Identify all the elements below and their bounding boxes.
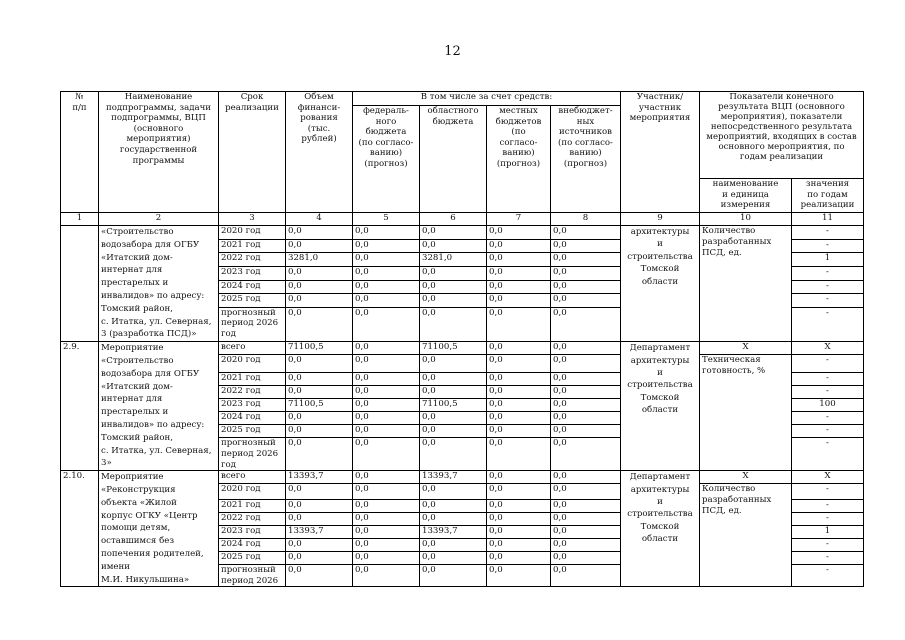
- term-cell: 2021 год: [219, 500, 286, 513]
- indicator-value: -: [792, 412, 864, 425]
- regional-cell: 13393,7: [420, 471, 487, 484]
- volume-cell: 0,0: [286, 280, 353, 294]
- local-cell: 0,0: [487, 355, 551, 373]
- column-number: 9: [621, 213, 700, 226]
- volume-cell: 0,0: [286, 239, 353, 253]
- item-number: 2.10.: [61, 471, 99, 587]
- header-federal: федераль- ного бюджета (по согласо- ванию) (прогноз): [353, 106, 420, 213]
- local-cell: 0,0: [487, 266, 551, 280]
- term-cell: 2020 год: [219, 226, 286, 240]
- volume-cell: 0,0: [286, 294, 353, 308]
- indicator-value: -: [792, 552, 864, 565]
- offbudget-cell: 0,0: [551, 307, 621, 341]
- participant-cell: архитектуры и строительства Томской области: [621, 226, 700, 342]
- local-cell: 0,0: [487, 471, 551, 484]
- indicator-value: -: [792, 294, 864, 308]
- program-table: [60, 91, 864, 587]
- regional-cell: 0,0: [420, 226, 487, 240]
- offbudget-cell: 0,0: [551, 355, 621, 373]
- federal-cell: 0,0: [353, 280, 420, 294]
- volume-cell: 71100,5: [286, 399, 353, 412]
- term-cell: 2023 год: [219, 526, 286, 539]
- indicator-value: -: [792, 513, 864, 526]
- header-indicators: Показатели конечного результата ВЦП (основного мероприятия), показатели непосредственного результата мероприятий, входящих в состав основного мероприятия, по годам реализации: [700, 92, 864, 179]
- federal-cell: 0,0: [353, 253, 420, 267]
- federal-cell: 0,0: [353, 513, 420, 526]
- term-cell: 2024 год: [219, 280, 286, 294]
- volume-cell: 0,0: [286, 539, 353, 552]
- offbudget-cell: 0,0: [551, 373, 621, 386]
- indicator-value: -: [792, 484, 864, 500]
- federal-cell: 0,0: [353, 307, 420, 341]
- term-cell: прогнозный период 2026 год: [219, 438, 286, 471]
- indicator-value: -: [792, 355, 864, 373]
- regional-cell: 0,0: [420, 266, 487, 280]
- indicator-value: -: [792, 239, 864, 253]
- indicator-value: -: [792, 500, 864, 513]
- header-name: Наименование подпрограммы, задачи подпрограммы, ВЦП (основного мероприятия) государственной программы: [99, 92, 219, 213]
- term-cell: 2020 год: [219, 484, 286, 500]
- table-row: [61, 226, 864, 240]
- regional-cell: 0,0: [420, 539, 487, 552]
- indicator-value: X: [792, 471, 864, 484]
- federal-cell: 0,0: [353, 226, 420, 240]
- local-cell: 0,0: [487, 280, 551, 294]
- volume-cell: 13393,7: [286, 471, 353, 484]
- federal-cell: 0,0: [353, 526, 420, 539]
- regional-cell: 0,0: [420, 239, 487, 253]
- volume-cell: 0,0: [286, 484, 353, 500]
- offbudget-cell: 0,0: [551, 513, 621, 526]
- term-cell: прогнозный период 2026: [219, 565, 286, 587]
- column-number: 6: [420, 213, 487, 226]
- volume-cell: 0,0: [286, 565, 353, 587]
- indicator-value: -: [792, 307, 864, 341]
- header-offbudget: внебюджет- ных источников (по согласо- ванию) (прогноз): [551, 106, 621, 213]
- regional-cell: 0,0: [420, 280, 487, 294]
- regional-cell: 0,0: [420, 412, 487, 425]
- offbudget-cell: 0,0: [551, 239, 621, 253]
- volume-cell: 0,0: [286, 266, 353, 280]
- volume-cell: 0,0: [286, 552, 353, 565]
- local-cell: 0,0: [487, 253, 551, 267]
- regional-cell: 0,0: [420, 500, 487, 513]
- federal-cell: 0,0: [353, 399, 420, 412]
- indicator-value: 100: [792, 399, 864, 412]
- header-indicator-name: наименование и единица измерения: [700, 179, 792, 213]
- volume-cell: 0,0: [286, 438, 353, 471]
- volume-cell: 3281,0: [286, 253, 353, 267]
- indicator-value: -: [792, 280, 864, 294]
- indicator-total: X: [700, 342, 792, 355]
- local-cell: 0,0: [487, 513, 551, 526]
- offbudget-cell: 0,0: [551, 565, 621, 587]
- column-number: 5: [353, 213, 420, 226]
- term-cell: 2022 год: [219, 513, 286, 526]
- local-cell: 0,0: [487, 526, 551, 539]
- offbudget-cell: 0,0: [551, 425, 621, 438]
- federal-cell: 0,0: [353, 552, 420, 565]
- regional-cell: 0,0: [420, 373, 487, 386]
- indicator-value: -: [792, 386, 864, 399]
- regional-cell: 0,0: [420, 513, 487, 526]
- term-cell: 2023 год: [219, 399, 286, 412]
- federal-cell: 0,0: [353, 425, 420, 438]
- offbudget-cell: 0,0: [551, 386, 621, 399]
- offbudget-cell: 0,0: [551, 484, 621, 500]
- column-number: 7: [487, 213, 551, 226]
- column-number: 11: [792, 213, 864, 226]
- column-number: 10: [700, 213, 792, 226]
- volume-cell: 0,0: [286, 307, 353, 341]
- column-number: 1: [61, 213, 99, 226]
- indicator-value: 1: [792, 253, 864, 267]
- indicator-value: -: [792, 373, 864, 386]
- offbudget-cell: 0,0: [551, 412, 621, 425]
- participant-cell: Департамент архитектуры и строительства Томской области: [621, 471, 700, 587]
- local-cell: 0,0: [487, 438, 551, 471]
- term-cell: прогнозный период 2026 год: [219, 307, 286, 341]
- local-cell: 0,0: [487, 539, 551, 552]
- local-cell: 0,0: [487, 500, 551, 513]
- term-cell: 2025 год: [219, 552, 286, 565]
- federal-cell: 0,0: [353, 355, 420, 373]
- offbudget-cell: 0,0: [551, 526, 621, 539]
- volume-cell: 0,0: [286, 513, 353, 526]
- regional-cell: 0,0: [420, 552, 487, 565]
- federal-cell: 0,0: [353, 386, 420, 399]
- local-cell: 0,0: [487, 484, 551, 500]
- volume-cell: 0,0: [286, 412, 353, 425]
- regional-cell: 0,0: [420, 484, 487, 500]
- indicator-total: X: [700, 471, 792, 484]
- local-cell: 0,0: [487, 342, 551, 355]
- offbudget-cell: 0,0: [551, 438, 621, 471]
- volume-cell: 0,0: [286, 386, 353, 399]
- header-regional: областного бюджета: [420, 106, 487, 213]
- regional-cell: 0,0: [420, 386, 487, 399]
- header-participant: Участник/ участник мероприятия: [621, 92, 700, 213]
- table-row-total: [61, 342, 864, 355]
- term-cell: 2022 год: [219, 253, 286, 267]
- local-cell: 0,0: [487, 412, 551, 425]
- volume-cell: 0,0: [286, 355, 353, 373]
- regional-cell: 0,0: [420, 425, 487, 438]
- offbudget-cell: 0,0: [551, 471, 621, 484]
- header-including: В том числе за счет средств:: [353, 92, 621, 106]
- federal-cell: 0,0: [353, 539, 420, 552]
- header-volume: Объем финанси- рования (тыс. рублей): [286, 92, 353, 213]
- column-number: 3: [219, 213, 286, 226]
- offbudget-cell: 0,0: [551, 253, 621, 267]
- federal-cell: 0,0: [353, 500, 420, 513]
- local-cell: 0,0: [487, 294, 551, 308]
- offbudget-cell: 0,0: [551, 552, 621, 565]
- federal-cell: 0,0: [353, 412, 420, 425]
- offbudget-cell: 0,0: [551, 266, 621, 280]
- indicator-name: Количество разработанных ПСД, ед.: [700, 484, 792, 587]
- local-cell: 0,0: [487, 386, 551, 399]
- local-cell: 0,0: [487, 307, 551, 341]
- regional-cell: 71100,5: [420, 342, 487, 355]
- volume-cell: 13393,7: [286, 526, 353, 539]
- regional-cell: 0,0: [420, 307, 487, 341]
- indicator-value: -: [792, 565, 864, 587]
- item-number: [61, 226, 99, 342]
- offbudget-cell: 0,0: [551, 539, 621, 552]
- indicator-value: -: [792, 438, 864, 471]
- column-number: 2: [99, 213, 219, 226]
- federal-cell: 0,0: [353, 484, 420, 500]
- item-name: «Строительство водозабора для ОГБУ «Итатский дом- интернат для престарелых и инвалидов» по адресу: Томский район, с. Итатка, ул. Северная, 3 (разработка ПСД)»: [99, 226, 219, 342]
- federal-cell: 0,0: [353, 471, 420, 484]
- federal-cell: 0,0: [353, 342, 420, 355]
- indicator-value: -: [792, 539, 864, 552]
- offbudget-cell: 0,0: [551, 500, 621, 513]
- volume-cell: 0,0: [286, 226, 353, 240]
- table-row-total: [61, 471, 864, 484]
- offbudget-cell: 0,0: [551, 399, 621, 412]
- local-cell: 0,0: [487, 565, 551, 587]
- volume-cell: 71100,5: [286, 342, 353, 355]
- indicator-value: X: [792, 342, 864, 355]
- federal-cell: 0,0: [353, 266, 420, 280]
- indicator-name: Техническая готовность, %: [700, 355, 792, 471]
- regional-cell: 0,0: [420, 565, 487, 587]
- regional-cell: 0,0: [420, 355, 487, 373]
- column-number: 4: [286, 213, 353, 226]
- header-term: Срок реализации: [219, 92, 286, 213]
- offbudget-cell: 0,0: [551, 294, 621, 308]
- offbudget-cell: 0,0: [551, 342, 621, 355]
- local-cell: 0,0: [487, 239, 551, 253]
- indicator-value: 1: [792, 526, 864, 539]
- term-cell: 2024 год: [219, 412, 286, 425]
- term-cell: 2022 год: [219, 386, 286, 399]
- local-cell: 0,0: [487, 552, 551, 565]
- federal-cell: 0,0: [353, 239, 420, 253]
- regional-cell: 0,0: [420, 294, 487, 308]
- offbudget-cell: 0,0: [551, 226, 621, 240]
- term-cell: 2024 год: [219, 539, 286, 552]
- header-local: местных бюджетов (по согласо- ванию) (прогноз): [487, 106, 551, 213]
- regional-cell: 13393,7: [420, 526, 487, 539]
- federal-cell: 0,0: [353, 373, 420, 386]
- item-name: Мероприятие «Строительство водозабора для ОГБУ «Итатский дом- интернат для престарелых и инвалидов» по адресу: Томский район, с. Итатка, ул. Северная, 3»: [99, 342, 219, 471]
- offbudget-cell: 0,0: [551, 280, 621, 294]
- term-cell: 2025 год: [219, 294, 286, 308]
- federal-cell: 0,0: [353, 438, 420, 471]
- local-cell: 0,0: [487, 373, 551, 386]
- regional-cell: 3281,0: [420, 253, 487, 267]
- indicator-value: -: [792, 266, 864, 280]
- regional-cell: 71100,5: [420, 399, 487, 412]
- indicator-value: -: [792, 226, 864, 240]
- regional-cell: 0,0: [420, 438, 487, 471]
- term-cell: 2021 год: [219, 239, 286, 253]
- local-cell: 0,0: [487, 399, 551, 412]
- column-number: 8: [551, 213, 621, 226]
- term-cell: 2020 год: [219, 355, 286, 373]
- term-cell: всего: [219, 471, 286, 484]
- participant-cell: Департамент архитектуры и строительства Томской области: [621, 342, 700, 471]
- page-number: 12: [444, 44, 461, 59]
- term-cell: всего: [219, 342, 286, 355]
- volume-cell: 0,0: [286, 425, 353, 438]
- volume-cell: 0,0: [286, 373, 353, 386]
- federal-cell: 0,0: [353, 565, 420, 587]
- item-name: Мероприятие «Реконструкция объекта «Жилой корпус ОГКУ «Центр помощи детям, оставшимся без попечения родителей, имени М.И. Никульшина»: [99, 471, 219, 587]
- header-indicator-values: значения по годам реализации: [792, 179, 864, 213]
- indicator-value: -: [792, 425, 864, 438]
- item-number: 2.9.: [61, 342, 99, 471]
- term-cell: 2021 год: [219, 373, 286, 386]
- local-cell: 0,0: [487, 425, 551, 438]
- local-cell: 0,0: [487, 226, 551, 240]
- term-cell: 2025 год: [219, 425, 286, 438]
- volume-cell: 0,0: [286, 500, 353, 513]
- term-cell: 2023 год: [219, 266, 286, 280]
- header-num: № п/п: [61, 92, 99, 213]
- federal-cell: 0,0: [353, 294, 420, 308]
- indicator-name: Количество разработанных ПСД, ед.: [700, 226, 792, 342]
